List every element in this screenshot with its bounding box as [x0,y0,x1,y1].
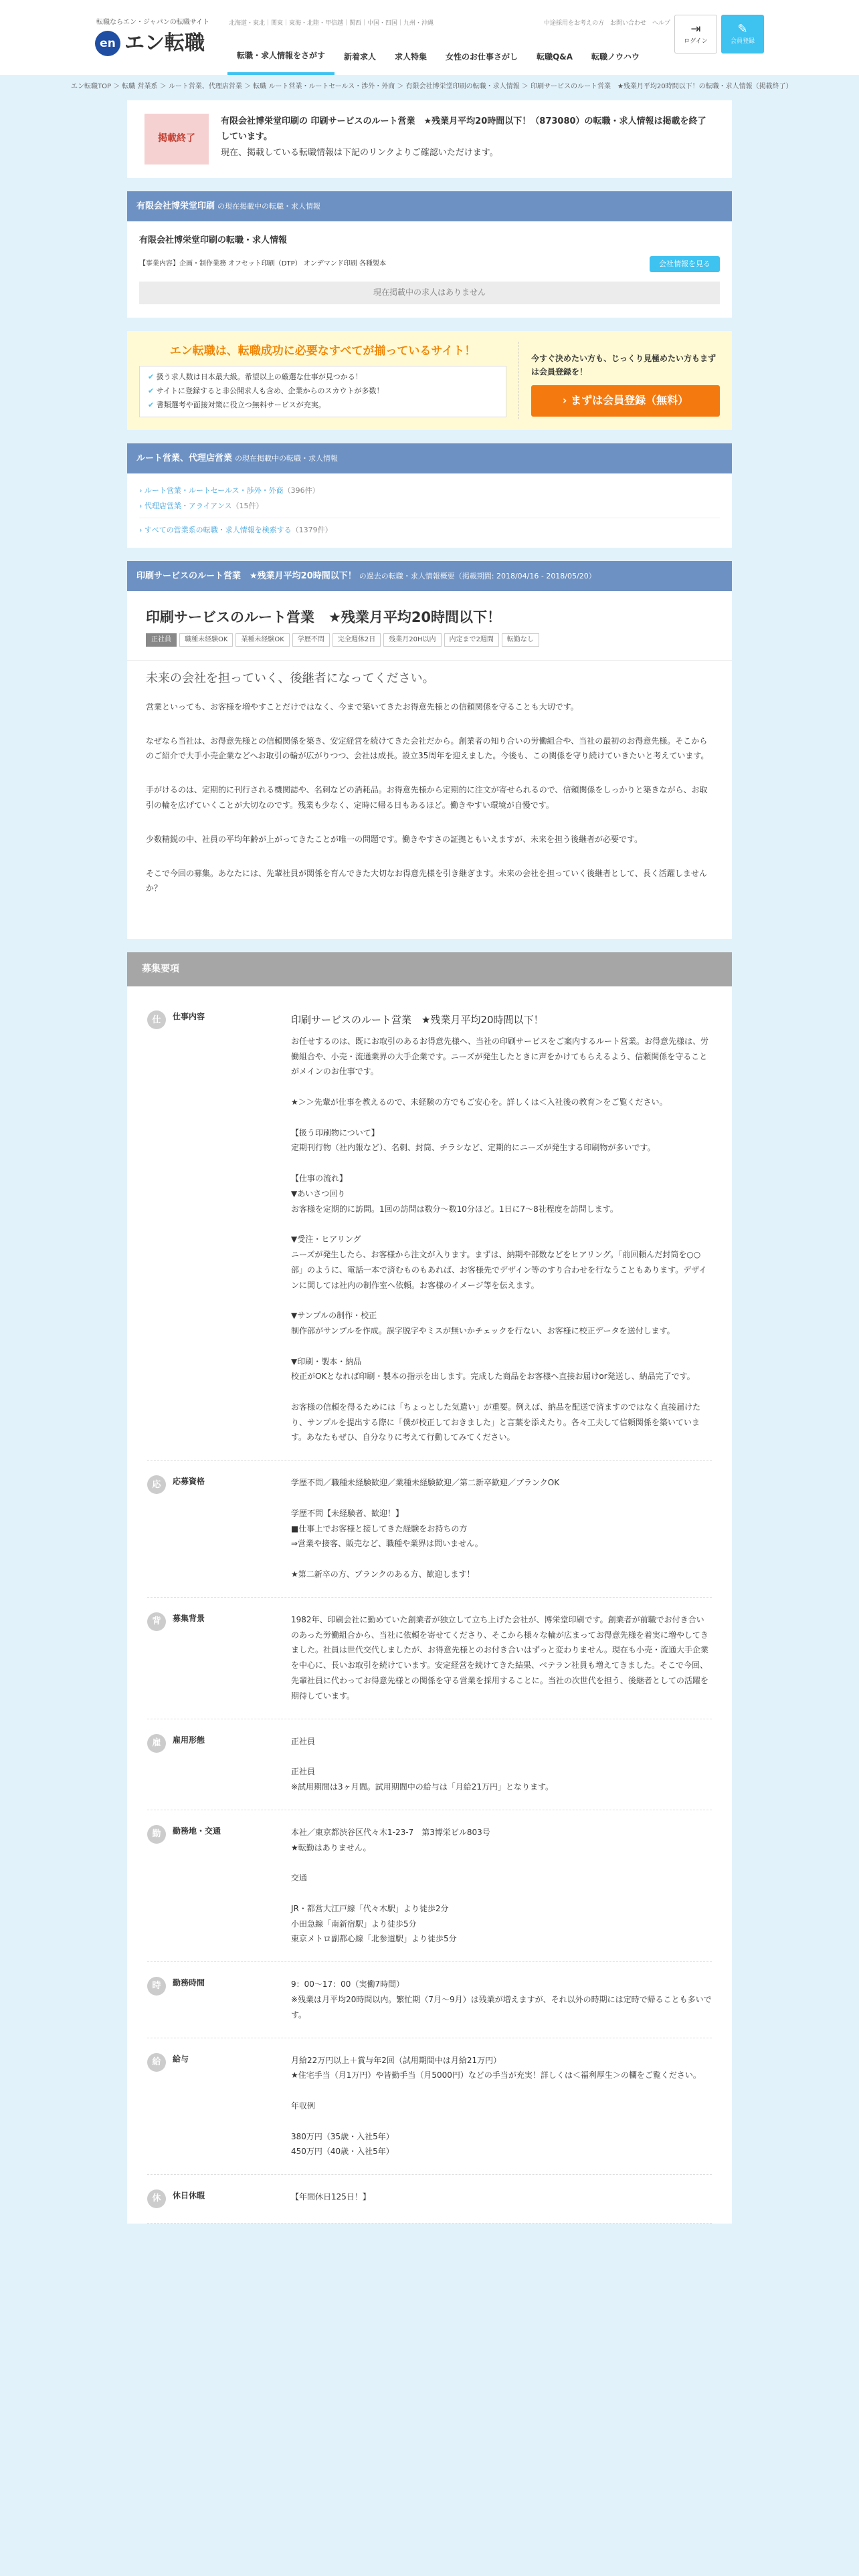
site-header [0,0,859,75]
req-heading: 印刷サービスのルート営業 ★残業月平均20時間以下！ [291,1014,544,1027]
req-text: 本社／東京都渋谷区代々木1-23-7 第3博栄ビル803号 ★転勤はありません。 交通 JR・都営大江戸線「代々木駅」より徒歩2分 小田急線「南新宿駅」より徒歩5分 東京メトロ副都心線「北参道駅」より徒歩5分 [291,1827,490,1944]
req-text: 正社員 正社員 ※試用期間は3ヶ月間。試用期間中の給与は「月給21万円」となります。 [291,1736,554,1792]
promo-banner [127,331,732,430]
offer-bar-sub: の過去の転職・求人情報概要（掲載期間: 2018/04/16 - 2018/05/20） [359,571,596,580]
jobs-bar [127,443,732,473]
req-label: 給与 [173,2054,189,2064]
tag: 内定まで2週間 [444,633,499,647]
ended-text: 有限会社博栄堂印刷の 印刷サービスのルート営業 ★残業月平均20時間以下！（873080）の転職・求人情報は掲載を終了しています。 [221,116,706,142]
req-text: お任せするのは、既にお取引のあるお得意先様へ、当社の印刷サービスをご案内するルート営業。お得意先様は、労働組合や、小売・流通業界の大手企業です。ニーズが発生したときに声をかけてもらえるよう、信頼関係を守ることがメインのお仕事です。 ★＞＞先輩が仕事を教えるので、未経験の方でもご安心を。詳しくは＜入社後の教育＞をご覧ください。 【扱う印刷物について】 定期刊行物（社内報など）、名刺、封筒、チラシなど、定期的にニーズが発生する印刷物が多いです。 【仕事の流れ】 ▼あいさつ回り お客様を定期的に訪問。1回の訪問は数分〜数10分ほど。1日に7〜8社程度を訪問します。 ▼受注・ヒアリング ニーズが発生したら、お客様から注文が入ります。まずは、納期や部数などをヒアリング。「前回頼んだ封筒を○○部」のように、電話一本で済むものもあれば、お客様先でデザイン等のすり合わせを行なうこともあります。デザインに関しては社内の制作室へ依頼。お客様のイメージ等を伝えます。 ▼サンプルの制作・校正 制作部がサンプルを作成。誤字脱字やミスが無いかチェックを行ない、お客様に校正データを送付します。 ▼印刷・製本・納品 校正がOKとなれば印刷・製本の指示を出します。完成した商品をお客様へ直接お届けor発送し、納品完了です。 お客様の信頼を得るためには「ちょっとした気遣い」が重要。例えば、納品を配送で済ますのではなく直接届けたり、サンプルを提出する際に「僕が校正しておきました」と言葉を添えたり。各々工夫して信頼関係を築いています。あなたもぜひ、自分なりに考えて行動してみてください。 [291,1036,709,1442]
jobs-section [127,443,732,548]
promo-list [139,366,506,417]
req-background [147,1598,712,1719]
requirements-header: 募集要項 [127,952,732,986]
clock-icon: 時 [147,1977,166,1996]
req-location [147,1810,712,1962]
offer-bar-title: 印刷サービスのルート営業 ★残業月平均20時間以下！ [136,570,357,581]
login-icon: ⇥ [690,21,701,36]
company-business: 【事業内容】企画・制作業務 オフセット印刷（DTP） オンデマンド印刷 各種製本 [139,259,386,267]
company-section [127,191,732,318]
req-label: 応募資格 [173,1477,205,1487]
calendar-icon: 休 [147,2189,166,2208]
req-label: 募集背景 [173,1613,205,1623]
qualification-icon: 応 [147,1475,166,1494]
tag: 転勤なし [502,633,539,647]
req-qualifications [147,1461,712,1598]
background-icon: 背 [147,1612,166,1631]
ended-subtext: 現在、掲載している転職情報は下記のリンクよりご確認いただけます。 [221,147,498,158]
nav-knowhow[interactable]: 転職ノウハウ [591,52,640,62]
req-salary [147,2038,712,2175]
pencil-icon: ✎ [737,21,748,36]
tag: 残業月20H以内 [383,633,441,647]
job-category-count: （15件） [231,502,264,511]
req-label: 勤務時間 [173,1978,205,1988]
nav-qa[interactable]: 転職Q&A [537,52,573,62]
employment-icon: 雇 [147,1734,166,1753]
ended-badge: 掲載終了 [145,114,209,165]
promo-item: ✔ 書類選考や面接対策に役立つ無料サービスが充実。 [148,399,498,413]
offer-paragraph: なぜなら当社は、お得意先様との信頼関係を築き、安定経営を続けてきた会社だから。創業者の知り合いの労働組合や、当社の最初のお得意先様。そこからのご紹介で大手小売企業などへお取引の輪が広がりつつ、会社は成長。設立35周年を迎えました。今後も、この関係を守り続けていきたいと考えています。 [146,736,709,761]
requirements-section [127,952,732,2224]
nav-women[interactable]: 女性のお仕事さがし [446,52,518,62]
region-links[interactable]: 北海道・東北｜関東｜東海・北陸・甲信越｜関西｜中国・四国｜九州・沖縄 [229,20,434,27]
req-label: 勤務地・交通 [173,1826,221,1836]
req-text: 学歴不問／職種未経験歓迎／業種未経験歓迎／第二新卒歓迎／ブランクOK 学歴不問【未経験者、歓迎！】 ■仕事上でお客様と接してきた経験をお持ちの方 ⇒営業や接客、販売など、職種や業界は問いません。 ★第二新卒の方、ブランクのある方、歓迎します！ [291,1478,560,1580]
req-label: 休日休暇 [173,2191,205,2201]
register-button[interactable] [721,15,764,53]
job-category-count: （396件） [283,486,320,496]
company-bar [127,191,732,221]
breadcrumb[interactable]: エン転職TOP ＞ 転職 営業系 ＞ ルート営業、代理店営業 ＞ 転職 ルート営業・ルートセールス・渉外・外商 ＞ 有限会社博栄堂印刷の転職・求人情報 ＞ 印刷サービスのルート営業 ★残業月平均20時間以下！の転職・求人情報（掲載終了） [71,83,793,90]
tag: 業種未経験OK [235,633,289,647]
company-bar-sub: の現在掲載中の転職・求人情報 [217,202,321,211]
all-jobs-link[interactable]: › すべての営業系の転職・求人情報を検索する（1379件） [139,526,332,535]
jobs-bar-sub: の現在掲載中の転職・求人情報 [235,453,339,463]
offer-section [127,561,732,940]
no-jobs-notice: 現在掲載中の求人はありません [139,282,720,304]
login-label: ログイン [684,37,708,45]
offer-catchphrase: 未来の会社を担っていく、後継者になってください。 [127,660,732,700]
logo-icon: en [95,31,120,56]
offer-title: 印刷サービスのルート営業 ★残業月平均20時間以下！ [146,609,502,625]
ended-notice [127,100,732,178]
tag: 職種未経験OK [179,633,233,647]
company-name: 有限会社博栄堂印刷の転職・求人情報 [139,235,288,246]
requirements-list [127,986,732,2224]
offer-bar [127,561,732,591]
req-employment-type [147,1719,712,1810]
nav-features[interactable]: 求人特集 [395,52,427,62]
jobs-bar-title: ルート営業、代理店営業 [136,453,233,463]
tag: 学歴不問 [292,633,330,647]
location-icon: 勤 [147,1825,166,1844]
login-button[interactable] [674,15,717,53]
logo-text: エン転職 [124,31,205,55]
job-category-link[interactable]: › 代理店営業・アライアンス（15件） [139,502,264,511]
req-hours [147,1962,712,2038]
nav-search-jobs[interactable]: 転職・求人情報をさがす [227,40,335,75]
salary-icon: 給 [147,2053,166,2072]
req-holidays [147,2175,712,2224]
site-tagline: 転職ならエン・ジャパンの転職サイト [96,19,210,26]
req-text: 月給22万円以上＋賞与年2回（試用期間中は月給21万円） ★住宅手当（月1万円）や皆勤手当（月5000円）などの手当が充実！詳しくは＜福利厚生＞の欄をご覧ください。 年収例 380万円（35歳・入社5年） 450万円（40歳・入社5年） [291,2055,701,2157]
req-job-content [147,996,712,1461]
all-jobs-label: すべての営業系の転職・求人情報を検索する [144,526,292,535]
offer-paragraph: 手がけるのは、定期的に刊行される機関誌や、名刺などの消耗品。お得意先様から定期的に注文が寄せられるので、信頼関係をしっかりと築きながら、お取引の輪を広げていくことが大切なのです。残業も少なく、定時に帰る日もあるほど。働きやすい環境が自慢です。 [146,785,708,810]
company-info-button[interactable]: 会社情報を見る [650,256,720,272]
req-text: 【年間休日125日！】 [291,2192,371,2202]
job-category-label: 代理店営業・アライアンス [144,502,232,511]
req-label: 仕事内容 [173,1012,205,1022]
req-text: 1982年、印刷会社に勤めていた創業者が独立して立ち上げた会社が、博栄堂印刷です。創業者が前職でお付き合いのあった労働組合から、当社に依頼を寄せてくださり、そこから様々な輪が広まってお得意先様を着実に増やしてきました。社員は世代交代しましたが、お得意先様とのお付き合いはずっと変わりません。現在も小売・流通大手企業を中心に、長いお取引を続けています。安定経営を続けてきた結果、ベテラン社員も増えてきました。そこで今回、先輩社員に代わってお得意先様との関係を守る営業を採用することに。当社の次世代を担う、後継者としての活躍を期待しています。 [291,1614,709,1701]
offer-paragraph: 営業といっても、お客様を増やすことだけではなく、今まで築いてきたお得意先様との信頼関係を守ることも大切です。 [146,702,579,712]
tag: 完全週休2日 [332,633,381,647]
promo-right-text: 今すぐ決めたい方も、じっくり見極めたい方もまずは会員登録を！ [531,353,717,377]
nav-new-jobs[interactable]: 新着求人 [344,52,377,62]
job-category-link[interactable]: › ルート営業・ルートセールス・渉外・外商（396件） [139,486,320,496]
site-logo[interactable] [95,27,205,60]
all-jobs-count: （1379件） [291,526,332,535]
register-cta-button[interactable]: › まずは会員登録（無料） [531,385,720,416]
offer-tags [127,633,732,661]
req-text: 9：00〜17：00（実働7時間） ※残業は月平均20時間以内。繁忙期（7月〜9月）は残業が増えますが、それ以外の時期には定時で帰ることも多いです。 [291,1979,712,2020]
offer-paragraph: そこで今回の募集。あなたには、先輩社員が関係を育んできた大切なお得意先様を引き継ぎます。未来の会社を担っていく後継者として、長く活躍しませんか？ [146,868,707,893]
job-content-icon: 仕 [147,1010,166,1029]
register-label: 会員登録 [730,37,755,45]
promo-item: ✔ サイトに登録すると非公開求人も含め、企業からのスカウトが多数！ [148,385,498,399]
utility-links[interactable]: 中途採用をお考えの方 お問い合わせ ヘルプ [543,20,670,27]
main-nav [227,40,649,75]
req-label: 雇用形態 [173,1735,205,1745]
tag: 正社員 [146,633,177,647]
offer-paragraph: 少数精鋭の中、社員の平均年齢が上がってきたことが唯一の問題です。働きやすさの証拠ともいえますが、未来を担う後継者が必要です。 [146,834,643,844]
offer-body [127,700,732,939]
promo-title: エン転職は、転職成功に必要なすべてが揃っているサイト！ [169,344,476,358]
company-bar-title: 有限会社博栄堂印刷 [136,201,215,211]
promo-item: ✔ 扱う求人数は日本最大級。希望以上の厳選な仕事が見つかる！ [148,370,498,385]
job-category-label: ルート営業・ルートセールス・渉外・外商 [144,486,284,496]
